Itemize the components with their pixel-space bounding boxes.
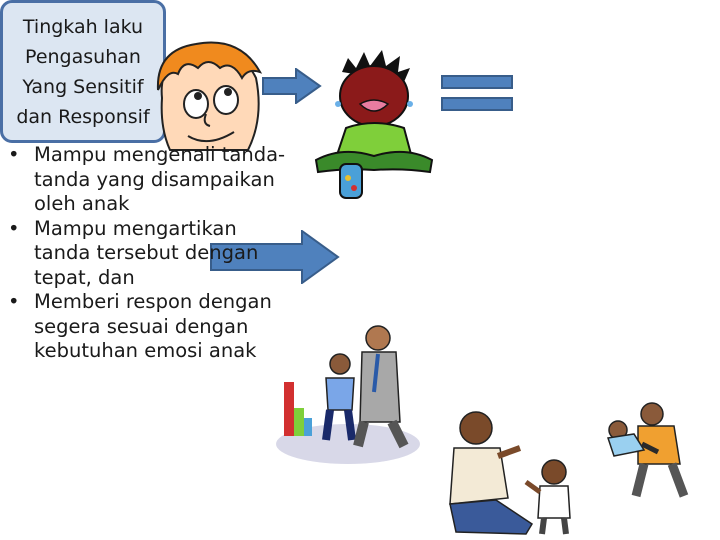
equals-sign-icon: [440, 74, 514, 112]
father-lifting-child-icon: [604, 400, 708, 500]
list-item: • Memberi respon dengan segera sesuai dengan kebutuhan emosi anak: [0, 290, 296, 364]
responsive-parenting-list: [0, 143, 296, 364]
thinking-face-icon: [148, 38, 270, 160]
crying-child-icon: [312, 38, 436, 204]
parenting-behavior-label: Tingkah laku Pengasuhan Yang Sensitif dan Responsif: [16, 15, 150, 128]
list-item: • Mampu mengartikan tanda tersebut dengan tepat, dan: [0, 217, 296, 291]
adult-playing-with-child-icon: [274, 322, 424, 470]
adult-clapping-with-child-icon: [436, 408, 586, 538]
list-item: • Mampu mengenali tanda-tanda yang disampaikan oleh anak: [0, 143, 296, 217]
parenting-behavior-box: [0, 0, 166, 143]
